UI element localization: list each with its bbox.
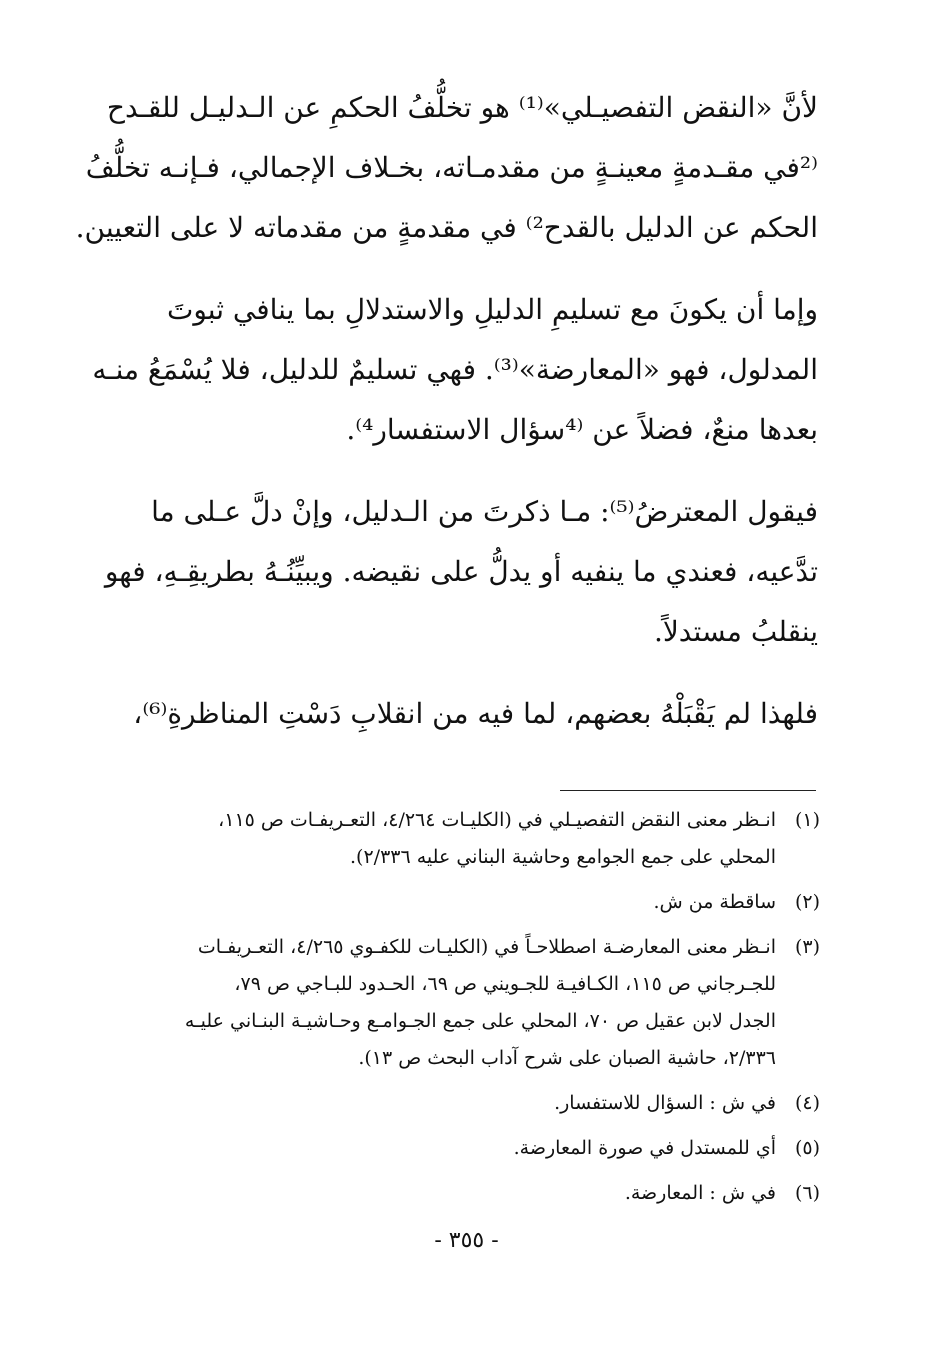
footnote-number: (٦) — [794, 1182, 820, 1204]
footnote-line: ساقطة من ش. — [653, 891, 776, 913]
footnote-1 — [130, 802, 820, 876]
footnote-text — [130, 1175, 776, 1212]
footnote-number: (٥) — [794, 1137, 820, 1159]
footnote-line: ٢/٣٣٦، حاشية الصبان على شرح آداب البحث ص ١٣). — [358, 1047, 776, 1069]
text-line: فيقول المعترضُ⁽⁵⁾: مـا ذكرتَ من الـدليل، وإنْ دلَّ عـلى ما — [151, 495, 818, 528]
paragraph-3 — [104, 482, 818, 662]
main-text — [75, 78, 818, 766]
footnote-text — [130, 884, 776, 921]
footnote-text — [130, 1085, 776, 1122]
footnote-line: في ش : السؤال للاستفسار. — [554, 1092, 776, 1114]
page-number: - ٣٥٥ - — [434, 1228, 499, 1253]
footnote-text — [130, 802, 776, 876]
text-line: ينقلبُ مستدلاً. — [653, 615, 818, 648]
text-line: المدلول، فهو «المعارضة»⁽³⁾. فهي تسليمٌ للدليل، فلا يُسْمَعُ منـه — [92, 353, 818, 386]
paragraph-4 — [130, 684, 818, 744]
footnote-line: المحلي على جمع الجوامع وحاشية البناني عليه ٢/٣٣٦). — [350, 846, 776, 868]
footnote-number: (٢) — [794, 891, 820, 913]
text-line: الحكم عن الدليل بالقدح²⁾ في مقدمةٍ من مقدماته لا على التعيين. — [75, 211, 818, 244]
footnote-number: (٣) — [794, 936, 820, 958]
text-line: تدَّعيه، فعندي ما ينفيه أو يدلُّ على نقيضه. ويبيِّنُـهُ بطريقِـهِ، فهو — [104, 555, 818, 588]
text-line: ⁽²في مقـدمةٍ معينـةٍ من مقدمـاته، بخـلاف الإجمالي، فـإنـه تخلُّفُ — [85, 151, 818, 184]
paragraph-2 — [92, 280, 818, 460]
footnote-3 — [130, 929, 820, 1077]
footnote-line: في ش : المعارضة. — [624, 1182, 776, 1204]
text-line: لأنَّ «النقض التفصيـلي»⁽¹⁾ هو تخلُّفُ الحكمِ عن الـدليـل للقـدح — [106, 91, 818, 124]
footnote-line: انـظر معنى المعارضـة اصطلاحـاً في (الكليـات للكفـوي ٤/٢٦٥، التعـريفـات — [197, 936, 776, 958]
text-line: فلهذا لم يَقْبَلْهُ بعضهم، لما فيه من انقلابِ دَسْتِ المناظرةِ⁽⁶⁾، — [133, 697, 818, 730]
footnote-divider — [560, 790, 816, 791]
footnote-line: الجدل لابن عقيل ص ٧٠، المحلي على جمع الجـوامـع وحـاشيـة البنـاني عليـه — [184, 1010, 776, 1032]
footnote-6 — [130, 1175, 820, 1212]
text-line: بعدها منعٌ، فضلاً عن ⁽⁴سؤال الاستفسار⁴⁾. — [346, 413, 818, 446]
footnote-line: انـظر معنى النقض التفصيـلي في (الكليـات ٤/٢٦٤، التعـريفـات ص ١١٥، — [218, 809, 776, 831]
paragraph-1 — [75, 78, 818, 258]
text-line: وإما أن يكونَ مع تسليمِ الدليلِ والاستدلالِ بما ينافي ثبوتَ — [166, 293, 818, 326]
footnote-4 — [130, 1085, 820, 1122]
footnote-line: أي للمستدل في صورة المعارضة. — [513, 1137, 776, 1159]
footnote-text — [130, 1130, 776, 1167]
footnotes — [130, 802, 820, 1220]
footnote-2 — [130, 884, 820, 921]
footnote-text — [130, 929, 776, 1077]
footnote-5 — [130, 1130, 820, 1167]
footnote-line: للجـرجاني ص ١١٥، الكـافيـة للجـويني ص ٦٩، الحـدود للبـاجي ص ٧٩، — [234, 973, 776, 995]
footnote-number: (٤) — [794, 1092, 820, 1114]
footnote-number: (١) — [794, 809, 820, 831]
